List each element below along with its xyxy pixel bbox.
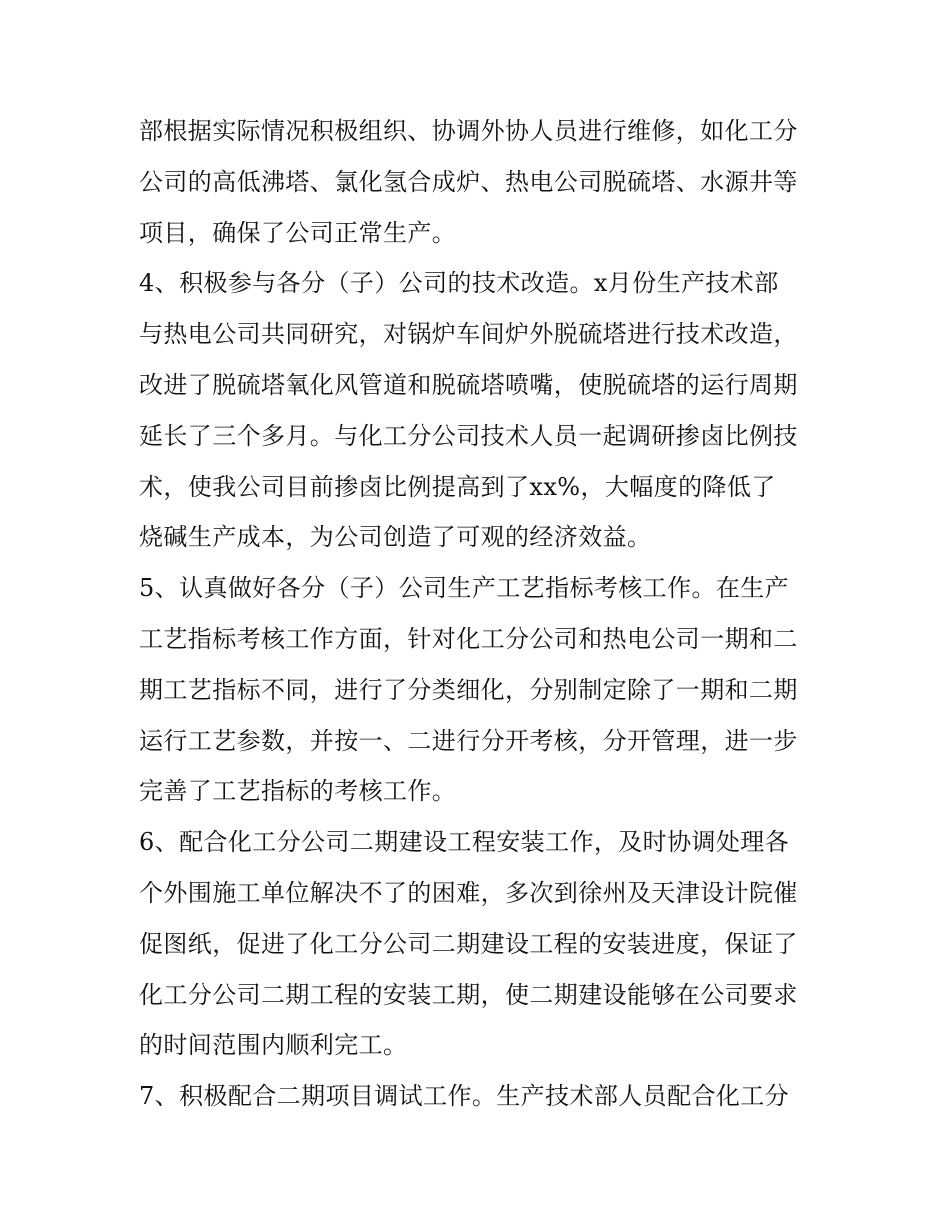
text-line: 期工艺指标不同，进行了分类细化，分别制定除了一期和二期 — [139, 675, 798, 704]
text-line: 公司的高低沸塔、氯化氢合成炉、热电公司脱硫塔、水源井等 — [139, 167, 798, 196]
text-line: 部根据实际情况积极组织、协调外协人员进行维修，如化工分 — [139, 117, 798, 145]
text-line: 6、配合化工分公司二期建设工程安装工作，及时协调处理各 — [139, 828, 790, 857]
document-body — [139, 106, 819, 1122]
text-line: 化工分公司二期工程的安装工期，使二期建设能够在公司要求 — [139, 980, 798, 1009]
text-line: 个外围施工单位解决不了的困难，多次到徐州及天津设计院催 — [139, 878, 798, 907]
text-line: 术，使我公司目前掺卤比例提高到了xx%，大幅度的降低了 — [139, 472, 776, 501]
text-line: 7、积极配合二期项目调试工作。生产技术部人员配合化工分 — [139, 1082, 790, 1111]
text-line: 延长了三个多月。与化工分公司技术人员一起调研掺卤比例技 — [139, 421, 798, 450]
text-line: 促图纸，促进了化工分公司二期建设工程的安装进度，保证了 — [139, 929, 798, 958]
text-line: 工艺指标考核工作方面，针对化工分公司和热电公司一期和二 — [139, 624, 798, 653]
text-line: 5、认真做好各分（子）公司生产工艺指标考核工作。在生产 — [139, 574, 790, 603]
text-line: 完善了工艺指标的考核工作。 — [139, 777, 457, 806]
text-line: 的时间范围内顺利完工。 — [139, 1031, 408, 1060]
text-line: 与热电公司共同研究，对锅炉车间炉外脱硫塔进行技术改造， — [139, 320, 798, 349]
text-line: 4、积极参与各分（子）公司的技术改造。x月份生产技术部 — [139, 269, 779, 298]
text-line: 项目，确保了公司正常生产。 — [139, 218, 457, 247]
text-line: 改进了脱硫塔氧化风管道和脱硫塔喷嘴，使脱硫塔的运行周期 — [139, 370, 798, 399]
text-line: 运行工艺参数，并按一、二进行分开考核，分开管理，进一步 — [139, 726, 798, 755]
text-line: 烧碱生产成本，为公司创造了可观的经济效益。 — [139, 523, 652, 552]
